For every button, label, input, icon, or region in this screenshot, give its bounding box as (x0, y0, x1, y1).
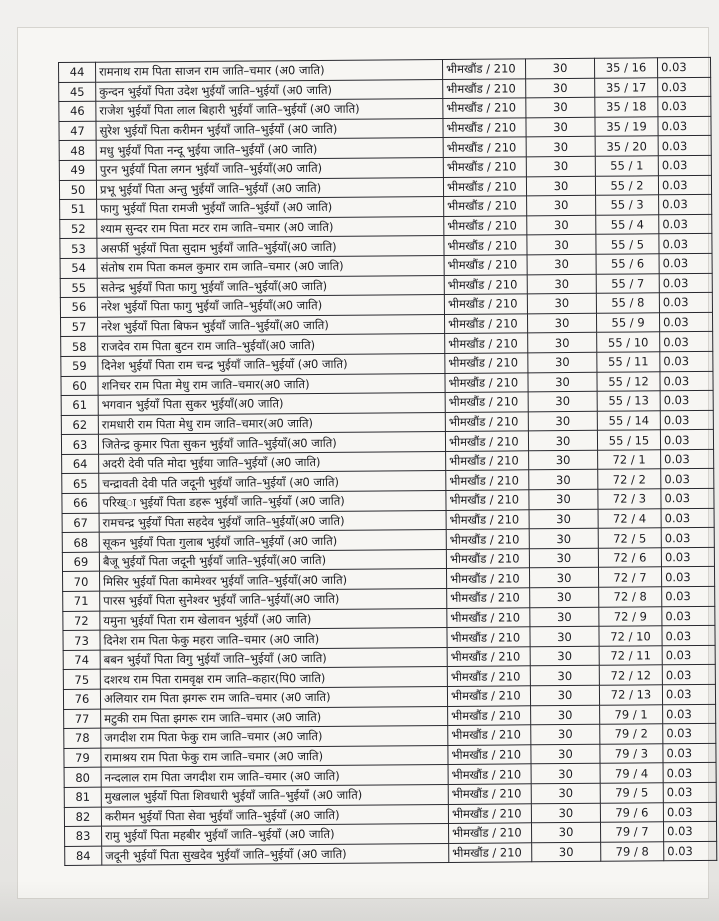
area-cell: 0.03 (660, 430, 713, 450)
name-cell: चन्द्रावती देवी पति जदूनी भुईयाँ जाति–भुईयाँ (अ0 जाति) (99, 471, 446, 493)
table-row (65, 841, 717, 866)
plot-number-cell: 55 / 4 (596, 215, 659, 235)
area-cell: 0.03 (660, 371, 713, 391)
serial-number-cell: 61 (61, 395, 98, 415)
khata-number-cell: 30 (532, 842, 601, 862)
plot-number-cell: 72 / 11 (599, 646, 662, 666)
village-thana-cell: भीमखौंड / 210 (443, 118, 526, 138)
area-cell: 0.03 (660, 332, 713, 352)
village-thana-cell: भीमखौंड / 210 (444, 294, 527, 314)
serial-number-cell: 49 (59, 160, 96, 180)
village-thana-cell: भीमखौंड / 210 (447, 686, 530, 706)
plot-number-cell: 55 / 2 (595, 175, 658, 195)
name-cell: प्रभू भुईयाँ पिता अन्तु भुईयाँ जाति–भुईयाँ (अ0 जाति) (96, 177, 443, 199)
khata-number-cell: 30 (529, 489, 598, 509)
village-thana-cell: भीमखौंड / 210 (447, 647, 530, 667)
name-cell: यमुना भुईयाँ पिता राम खेलावन भुईयाँ (अ0 जाति) (100, 608, 447, 630)
name-cell: रामचन्द्र भुईयाँ पिता सहदेव भुईयाँ जाति–भुईयाँ(अ0 जाति) (99, 510, 446, 532)
area-cell: 0.03 (659, 273, 712, 293)
name-cell: संतोष राम पिता कमल कुमार राम जाति–चमार (अ0 जाति) (97, 255, 444, 277)
name-cell: मटुकी राम पिता झगरू राम जाति–चमार (अ0 जाति) (101, 706, 448, 728)
name-cell: सतेन्द्र भुईयाँ पिता फागु भुईयाँ जाति–भुईयाँ(अ0 जाति) (97, 275, 444, 297)
village-thana-cell: भीमखौंड / 210 (445, 392, 528, 412)
plot-number-cell: 72 / 10 (599, 626, 662, 646)
plot-number-cell: 72 / 3 (598, 489, 661, 509)
plot-number-cell: 72 / 9 (599, 606, 662, 626)
village-thana-cell: भीमखौंड / 210 (446, 549, 529, 569)
name-cell: शनिचर राम पिता मेधु राम जाति–चमार(अ0 जाति) (98, 373, 445, 395)
name-cell: दिनेश राम पिता फेकु महरा जाति–चमार (अ0 जाति) (100, 628, 447, 650)
village-thana-cell: भीमखौंड / 210 (446, 568, 529, 588)
area-cell: 0.03 (663, 822, 716, 842)
name-cell: मिसिर भुईयाँ पिता कामेश्वर भुईयाँ जाति–भुईयाँ(अ0 जाति) (100, 569, 447, 591)
serial-number-cell: 72 (63, 611, 100, 631)
village-thana-cell: भीमखौंड / 210 (442, 59, 525, 79)
name-cell: पुरन भुईयाँ पिता लगन भुईयाँ जाति–भुईयाँ(अ0 जाति) (96, 157, 443, 179)
village-thana-cell: भीमखौंड / 210 (447, 588, 530, 608)
village-thana-cell: भीमखौंड / 210 (443, 176, 526, 196)
serial-number-cell: 69 (62, 552, 99, 572)
plot-number-cell: 79 / 4 (600, 763, 663, 783)
plot-number-cell: 55 / 14 (597, 410, 660, 430)
serial-number-cell: 74 (63, 650, 100, 670)
khata-number-cell: 30 (526, 78, 595, 98)
village-thana-cell: भीमखौंड / 210 (444, 196, 527, 216)
plot-number-cell: 72 / 7 (598, 567, 661, 587)
khata-number-cell: 30 (531, 764, 600, 784)
plot-number-cell: 55 / 12 (597, 371, 660, 391)
plot-number-cell: 35 / 18 (595, 97, 658, 117)
name-cell: सूकन भुईयाँ पिता गुलाब भुईयाँ जाति–भुईयाँ (अ0 जाति) (99, 530, 446, 552)
serial-number-cell: 67 (62, 513, 99, 533)
plot-number-cell: 55 / 11 (597, 352, 660, 372)
area-cell: 0.03 (661, 528, 714, 548)
khata-number-cell: 30 (529, 548, 598, 568)
area-cell: 0.03 (663, 782, 716, 802)
khata-number-cell: 30 (529, 529, 598, 549)
area-cell: 0.03 (661, 567, 714, 587)
name-cell: असर्फी भुईयाँ पिता सुदाम भुईयाँ जाति–भुईयाँ(अ0 जाति) (97, 236, 444, 258)
plot-number-cell: 79 / 8 (601, 842, 664, 862)
name-cell: नरेश भुईयाँ पिता बिफन भुईयाँ जाति–भुईयाँ(अ0 जाति) (98, 314, 445, 336)
name-cell: श्याम सुन्दर राम पिता मटर राम जाति–चमार (अ0 जाति) (97, 216, 444, 238)
serial-number-cell: 58 (61, 337, 98, 357)
plot-number-cell: 35 / 16 (594, 58, 657, 78)
area-cell: 0.03 (659, 234, 712, 254)
area-cell: 0.03 (661, 488, 714, 508)
village-thana-cell: भीमखौंड / 210 (444, 255, 527, 275)
serial-number-cell: 55 (60, 278, 97, 298)
village-thana-cell: भीमखौंड / 210 (446, 490, 529, 510)
serial-number-cell: 47 (59, 121, 96, 141)
serial-number-cell: 60 (61, 376, 98, 396)
serial-number-cell: 83 (65, 826, 102, 846)
area-cell: 0.03 (663, 763, 716, 783)
area-cell: 0.03 (663, 724, 716, 744)
khata-number-cell: 30 (531, 744, 600, 764)
khata-number-cell: 30 (529, 450, 598, 470)
khata-number-cell: 30 (527, 195, 596, 215)
name-cell: फागु भुईयाँ पिता रामजी भुईयाँ जाति–भुईयाँ (अ0 जाति) (97, 197, 444, 219)
serial-number-cell: 51 (60, 199, 97, 219)
khata-number-cell: 30 (531, 705, 600, 725)
plot-number-cell: 55 / 7 (596, 273, 659, 293)
area-cell: 0.03 (660, 351, 713, 371)
plot-number-cell: 55 / 13 (597, 391, 660, 411)
area-cell: 0.03 (657, 57, 710, 77)
plot-number-cell: 72 / 5 (598, 528, 661, 548)
plot-number-cell: 35 / 19 (595, 117, 658, 137)
village-thana-cell: भीमखौंड / 210 (444, 314, 527, 334)
khata-number-cell: 30 (529, 509, 598, 529)
plot-number-cell: 79 / 7 (600, 822, 663, 842)
name-cell: करीमन भुईयाँ पिता सेवा भुईयाँ जाति–भुईयाँ (अ0 जाति) (101, 804, 448, 826)
khata-number-cell: 30 (527, 293, 596, 313)
plot-number-cell: 79 / 5 (600, 783, 663, 803)
name-cell: परिख्ा भुईयाँ पिता डहरू भुईयाँ जाति–भुईयाँ (अ0 जाति) (99, 491, 446, 513)
area-cell: 0.03 (659, 292, 712, 312)
serial-number-cell: 75 (63, 670, 100, 690)
khata-number-cell: 30 (531, 724, 600, 744)
area-cell: 0.03 (659, 195, 712, 215)
name-cell: सुरेश भुईयाँ पिता करीमन भुईयाँ जाति–भुईयाँ (अ0 जाति) (96, 118, 443, 140)
village-thana-cell: भीमखौंड / 210 (443, 98, 526, 118)
name-cell: अदरी देवी पति मोदा भुईया जाति–भुईयाँ (अ0 जाति) (99, 451, 446, 473)
village-thana-cell: भीमखौंड / 210 (445, 372, 528, 392)
village-thana-cell: भीमखौंड / 210 (448, 803, 531, 823)
serial-number-cell: 84 (65, 846, 102, 866)
name-cell: मधु भुईयाँ पिता नन्दू भुईया जाति–भुईयाँ (अ0 जाति) (96, 138, 443, 160)
khata-number-cell: 30 (530, 626, 599, 646)
khata-number-cell: 30 (530, 685, 599, 705)
village-thana-cell: भीमखौंड / 210 (447, 607, 530, 627)
name-cell: पारस भुईयाँ पिता सुनेश्वर भुईयाँ जाति–भुईयाँ(अ0 जाति) (100, 588, 447, 610)
name-cell: नरेश भुईयाँ पिता फागु भुईयाँ जाति–भुईयाँ(अ0 जाति) (97, 295, 444, 317)
name-cell: जितेन्द्र कुमार पिता सुकन भुईयाँ जाति–भुईयाँ(अ0 जाति) (98, 432, 445, 454)
plot-number-cell: 79 / 2 (600, 724, 663, 744)
area-cell: 0.03 (663, 743, 716, 763)
name-cell: दिनेश भुईयाँ पिता राम चन्द्र भुईयाँ जाति–भुईयाँ (अ0 जाति) (98, 353, 445, 375)
area-cell: 0.03 (661, 547, 714, 567)
area-cell: 0.03 (662, 645, 715, 665)
khata-number-cell: 30 (528, 333, 597, 353)
plot-number-cell: 55 / 1 (595, 156, 658, 176)
village-thana-cell: भीमखौंड / 210 (446, 529, 529, 549)
plot-number-cell: 55 / 6 (596, 254, 659, 274)
area-cell: 0.03 (659, 253, 712, 273)
serial-number-cell: 65 (62, 474, 99, 494)
village-thana-cell: भीमखौंड / 210 (445, 412, 528, 432)
khata-number-cell: 30 (530, 607, 599, 627)
name-cell: दशरथ राम पिता रामवृक्ष राम जाति–कहार(पि0 जाति) (100, 667, 447, 689)
name-cell: रामु भुईयाँ पिता महबीर भुईयाँ जाति–भुईयाँ (अ0 जाति) (102, 824, 449, 846)
village-thana-cell: भीमखौंड / 210 (448, 725, 531, 745)
area-cell: 0.03 (659, 214, 712, 234)
plot-number-cell: 79 / 1 (600, 704, 663, 724)
area-cell: 0.03 (661, 508, 714, 528)
village-thana-cell: भीमखौंड / 210 (449, 843, 532, 863)
serial-number-cell: 50 (59, 180, 96, 200)
khata-number-cell: 30 (527, 254, 596, 274)
khata-number-cell: 30 (530, 587, 599, 607)
khata-number-cell: 30 (526, 137, 595, 157)
area-cell: 0.03 (658, 97, 711, 117)
village-thana-cell: भीमखौंड / 210 (448, 784, 531, 804)
khata-number-cell: 30 (526, 117, 595, 137)
khata-number-cell: 30 (527, 235, 596, 255)
table-body (59, 57, 717, 865)
serial-number-cell: 80 (64, 768, 101, 788)
village-thana-cell: भीमखौंड / 210 (446, 509, 529, 529)
plot-number-cell: 55 / 3 (596, 195, 659, 215)
village-thana-cell: भीमखौंड / 210 (447, 627, 530, 647)
name-cell: रामनाथ राम पिता साजन राम जाति–चमार (अ0 जाति) (96, 59, 443, 81)
plot-number-cell: 55 / 10 (597, 332, 660, 352)
name-cell: रामाश्रय राम पिता फेकु राम जाति–चमार (अ0 जाति) (101, 745, 448, 767)
paper-sheet (18, 28, 708, 898)
name-cell: अलियार राम पिता झगरू राम जाति–चमार (अ0 जाति) (100, 686, 447, 708)
area-cell: 0.03 (661, 469, 714, 489)
village-thana-cell: भीमखौंड / 210 (445, 353, 528, 373)
serial-number-cell: 66 (62, 493, 99, 513)
area-cell: 0.03 (658, 136, 711, 156)
serial-number-cell: 79 (64, 748, 101, 768)
khata-number-cell: 30 (528, 372, 597, 392)
village-thana-cell: भीमखौंड / 210 (446, 470, 529, 490)
khata-number-cell: 30 (527, 215, 596, 235)
village-thana-cell: भीमखौंड / 210 (448, 745, 531, 765)
serial-number-cell: 63 (61, 434, 98, 454)
serial-number-cell: 59 (61, 356, 98, 376)
village-thana-cell: भीमखौंड / 210 (443, 78, 526, 98)
name-cell: जगदीश राम पिता फेकु राम जाति–चमार (अ0 जाति) (101, 726, 448, 748)
khata-number-cell: 30 (529, 470, 598, 490)
village-thana-cell: भीमखौंड / 210 (445, 333, 528, 353)
village-thana-cell: भीमखौंड / 210 (444, 274, 527, 294)
plot-number-cell: 72 / 2 (598, 469, 661, 489)
plot-number-cell: 72 / 12 (599, 665, 662, 685)
village-thana-cell: भीमखौंड / 210 (448, 764, 531, 784)
serial-number-cell: 76 (63, 689, 100, 709)
plot-number-cell: 72 / 13 (599, 685, 662, 705)
page-shadow (0, 880, 719, 921)
village-thana-cell: भीमखौंड / 210 (447, 666, 530, 686)
village-thana-cell: भीमखौंड / 210 (446, 451, 529, 471)
plot-number-cell: 79 / 6 (600, 802, 663, 822)
khata-number-cell: 30 (525, 58, 594, 78)
area-cell: 0.03 (658, 116, 711, 136)
plot-number-cell: 55 / 8 (596, 293, 659, 313)
village-thana-cell: भीमखौंड / 210 (448, 823, 531, 843)
area-cell: 0.03 (664, 841, 717, 861)
serial-number-cell: 62 (61, 415, 98, 435)
plot-number-cell: 72 / 6 (598, 548, 661, 568)
name-cell: नन्दलाल राम पिता जगदीश राम जाति–चमार (अ0 जाति) (101, 765, 448, 787)
serial-number-cell: 70 (63, 572, 100, 592)
area-cell: 0.03 (662, 684, 715, 704)
serial-number-cell: 73 (63, 630, 100, 650)
name-cell: रामधारी राम पिता मेधु राम जाति–चमार(अ0 जाति) (98, 412, 445, 434)
serial-number-cell: 68 (62, 532, 99, 552)
serial-number-cell: 53 (60, 239, 97, 259)
khata-number-cell: 30 (528, 352, 597, 372)
plot-number-cell: 55 / 5 (596, 234, 659, 254)
plot-number-cell: 72 / 4 (598, 508, 661, 528)
khata-number-cell: 30 (528, 411, 597, 431)
plot-number-cell: 35 / 20 (595, 136, 658, 156)
name-cell: भगवान भुईयाँ पिता सुकर भुईयाँ(अ0 जाति) (98, 393, 445, 415)
village-thana-cell: भीमखौंड / 210 (445, 431, 528, 451)
area-cell: 0.03 (658, 175, 711, 195)
plot-number-cell: 35 / 17 (595, 77, 658, 97)
area-cell: 0.03 (659, 312, 712, 332)
serial-number-cell: 46 (59, 101, 96, 121)
name-cell: मुखलाल भुईयाँ पिता शिवधारी भुईयाँ जाति–भुईयाँ (अ0 जाति) (101, 784, 448, 806)
village-thana-cell: भीमखौंड / 210 (444, 235, 527, 255)
village-thana-cell: भीमखौंड / 210 (448, 705, 531, 725)
name-cell: बैजू भुईयाँ पिता जदूनी भुईयाँ जाति–भुईयाँ(अ0 जाति) (99, 549, 446, 571)
serial-number-cell: 77 (64, 709, 101, 729)
serial-number-cell: 78 (64, 728, 101, 748)
plot-number-cell: 79 / 3 (600, 744, 663, 764)
area-cell: 0.03 (663, 802, 716, 822)
serial-number-cell: 48 (59, 141, 96, 161)
serial-number-cell: 45 (59, 82, 96, 102)
khata-number-cell: 30 (526, 97, 595, 117)
name-cell: कुन्दन भुईयाँ पिता उदेश भुईयाँ जाति–भुईयाँ (अ0 जाति) (96, 79, 443, 101)
area-cell: 0.03 (662, 665, 715, 685)
name-cell: बबन भुईयाँ पिता विगु भुईयाँ जाति–भुईयाँ (अ0 जाति) (100, 647, 447, 669)
khata-number-cell: 30 (526, 176, 595, 196)
serial-number-cell: 81 (64, 787, 101, 807)
name-cell: राजेश भुईयाँ पिता लाल बिहारी भुईयाँ जाति–भुईयाँ (अ0 जाति) (96, 99, 443, 121)
serial-number-cell: 54 (60, 258, 97, 278)
serial-number-cell: 71 (63, 591, 100, 611)
name-cell: राजदेव राम पिता बुटन राम जाति–भुईयाँ(अ0 जाति) (98, 334, 445, 356)
khata-number-cell: 30 (531, 803, 600, 823)
area-cell: 0.03 (660, 410, 713, 430)
land-allotment-table (58, 57, 717, 866)
serial-number-cell: 82 (64, 807, 101, 827)
plot-number-cell: 55 / 9 (596, 313, 659, 333)
area-cell: 0.03 (662, 586, 715, 606)
khata-number-cell: 30 (526, 156, 595, 176)
area-cell: 0.03 (658, 155, 711, 175)
serial-number-cell: 56 (60, 297, 97, 317)
khata-number-cell: 30 (530, 666, 599, 686)
khata-number-cell: 30 (527, 274, 596, 294)
khata-number-cell: 30 (531, 783, 600, 803)
area-cell: 0.03 (663, 704, 716, 724)
name-cell: जदूनी भुईयाँ पिता सुखदेव भुईयाँ जाति–भुईयाँ (अ0 जाति) (102, 843, 449, 865)
area-cell: 0.03 (662, 606, 715, 626)
plot-number-cell: 72 / 8 (599, 587, 662, 607)
area-cell: 0.03 (658, 77, 711, 97)
village-thana-cell: भीमखौंड / 210 (444, 216, 527, 236)
khata-number-cell: 30 (527, 313, 596, 333)
village-thana-cell: भीमखौंड / 210 (443, 157, 526, 177)
plot-number-cell: 72 / 1 (598, 450, 661, 470)
area-cell: 0.03 (660, 390, 713, 410)
khata-number-cell: 30 (531, 822, 600, 842)
serial-number-cell: 64 (62, 454, 99, 474)
area-cell: 0.03 (661, 449, 714, 469)
khata-number-cell: 30 (528, 391, 597, 411)
khata-number-cell: 30 (528, 431, 597, 451)
serial-number-cell: 44 (59, 62, 96, 82)
plot-number-cell: 55 / 15 (597, 430, 660, 450)
village-thana-cell: भीमखौंड / 210 (443, 137, 526, 157)
serial-number-cell: 52 (60, 219, 97, 239)
khata-number-cell: 30 (529, 568, 598, 588)
serial-number-cell: 57 (61, 317, 98, 337)
area-cell: 0.03 (662, 626, 715, 646)
khata-number-cell: 30 (530, 646, 599, 666)
